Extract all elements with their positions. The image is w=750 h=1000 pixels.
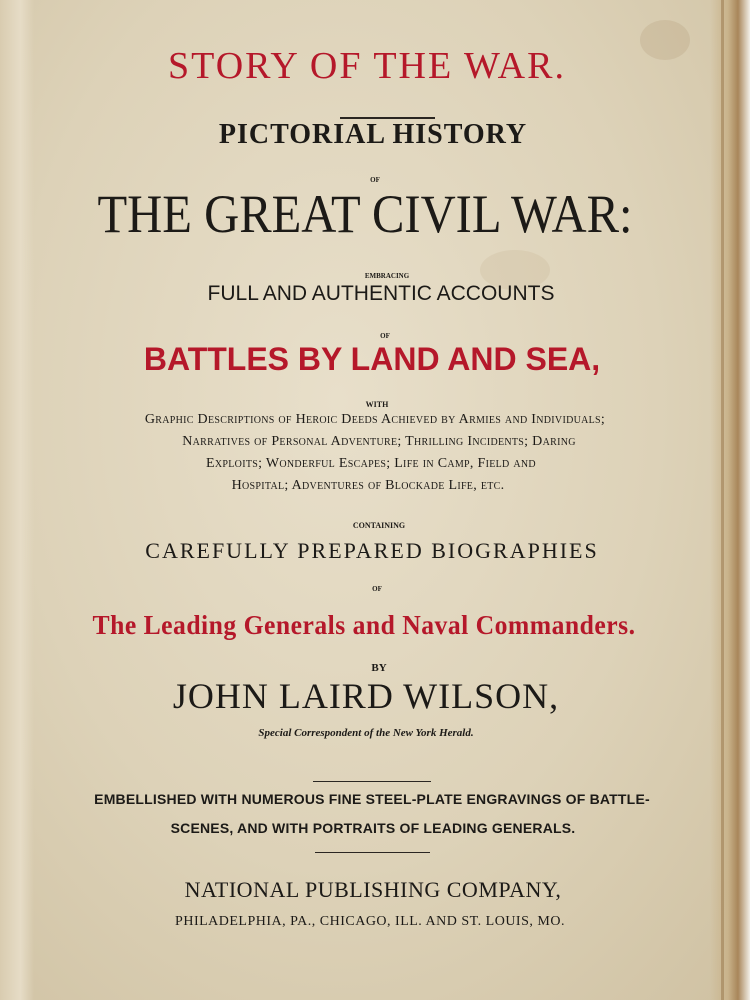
title-top: STORY OF THE WAR. xyxy=(168,45,566,87)
main-title: THE GREAT CIVIL WAR: xyxy=(97,184,633,244)
divider-rule xyxy=(315,852,430,853)
connector-embracing: EMBRACING xyxy=(364,272,410,280)
author-name: JOHN LAIRD WILSON, xyxy=(172,676,560,716)
leading-generals: The Leading Generals and Naval Commanders. xyxy=(92,610,636,640)
divider-rule xyxy=(313,781,431,782)
embellished-line: EMBELLISHED WITH NUMEROUS FINE STEEL-PLATE ENGRAVINGS OF BATTLE- xyxy=(94,791,650,807)
publisher-name: NATIONAL PUBLISHING COMPANY, xyxy=(184,877,562,902)
author-role: Special Correspondent of the New York Herald. xyxy=(258,727,474,739)
connector-of: OF xyxy=(380,332,390,340)
subtitle: PICTORIAL HISTORY xyxy=(218,119,528,150)
biographies-heading: CAREFULLY PREPARED BIOGRAPHIES xyxy=(145,538,599,563)
connector-by: BY xyxy=(371,662,387,674)
description-line: Narratives of Personal Adventure; Thrilling Incidents; Daring xyxy=(182,434,576,449)
description-line: Hospital; Adventures of Blockade Life, etc. xyxy=(231,478,505,493)
embellished-line: SCENES, AND WITH PORTRAITS OF LEADING GENERALS. xyxy=(170,820,576,836)
description-line: Exploits; Wonderful Escapes; Life in Camp, Field and xyxy=(206,456,536,471)
connector-containing: CONTAINING xyxy=(352,521,406,530)
publisher-cities: PHILADELPHIA, PA., CHICAGO, ILL. AND ST. LOUIS, MO. xyxy=(175,914,565,929)
connector-with: WITH xyxy=(365,400,389,409)
description-line: Graphic Descriptions of Heroic Deeds Achieved by Armies and Individuals; xyxy=(144,412,606,427)
full-accounts: FULL AND AUTHENTIC ACCOUNTS xyxy=(207,282,555,305)
connector-of: OF xyxy=(372,585,382,593)
battles-heading: BATTLES BY LAND AND SEA, xyxy=(143,341,601,377)
connector-of: OF xyxy=(370,176,380,184)
